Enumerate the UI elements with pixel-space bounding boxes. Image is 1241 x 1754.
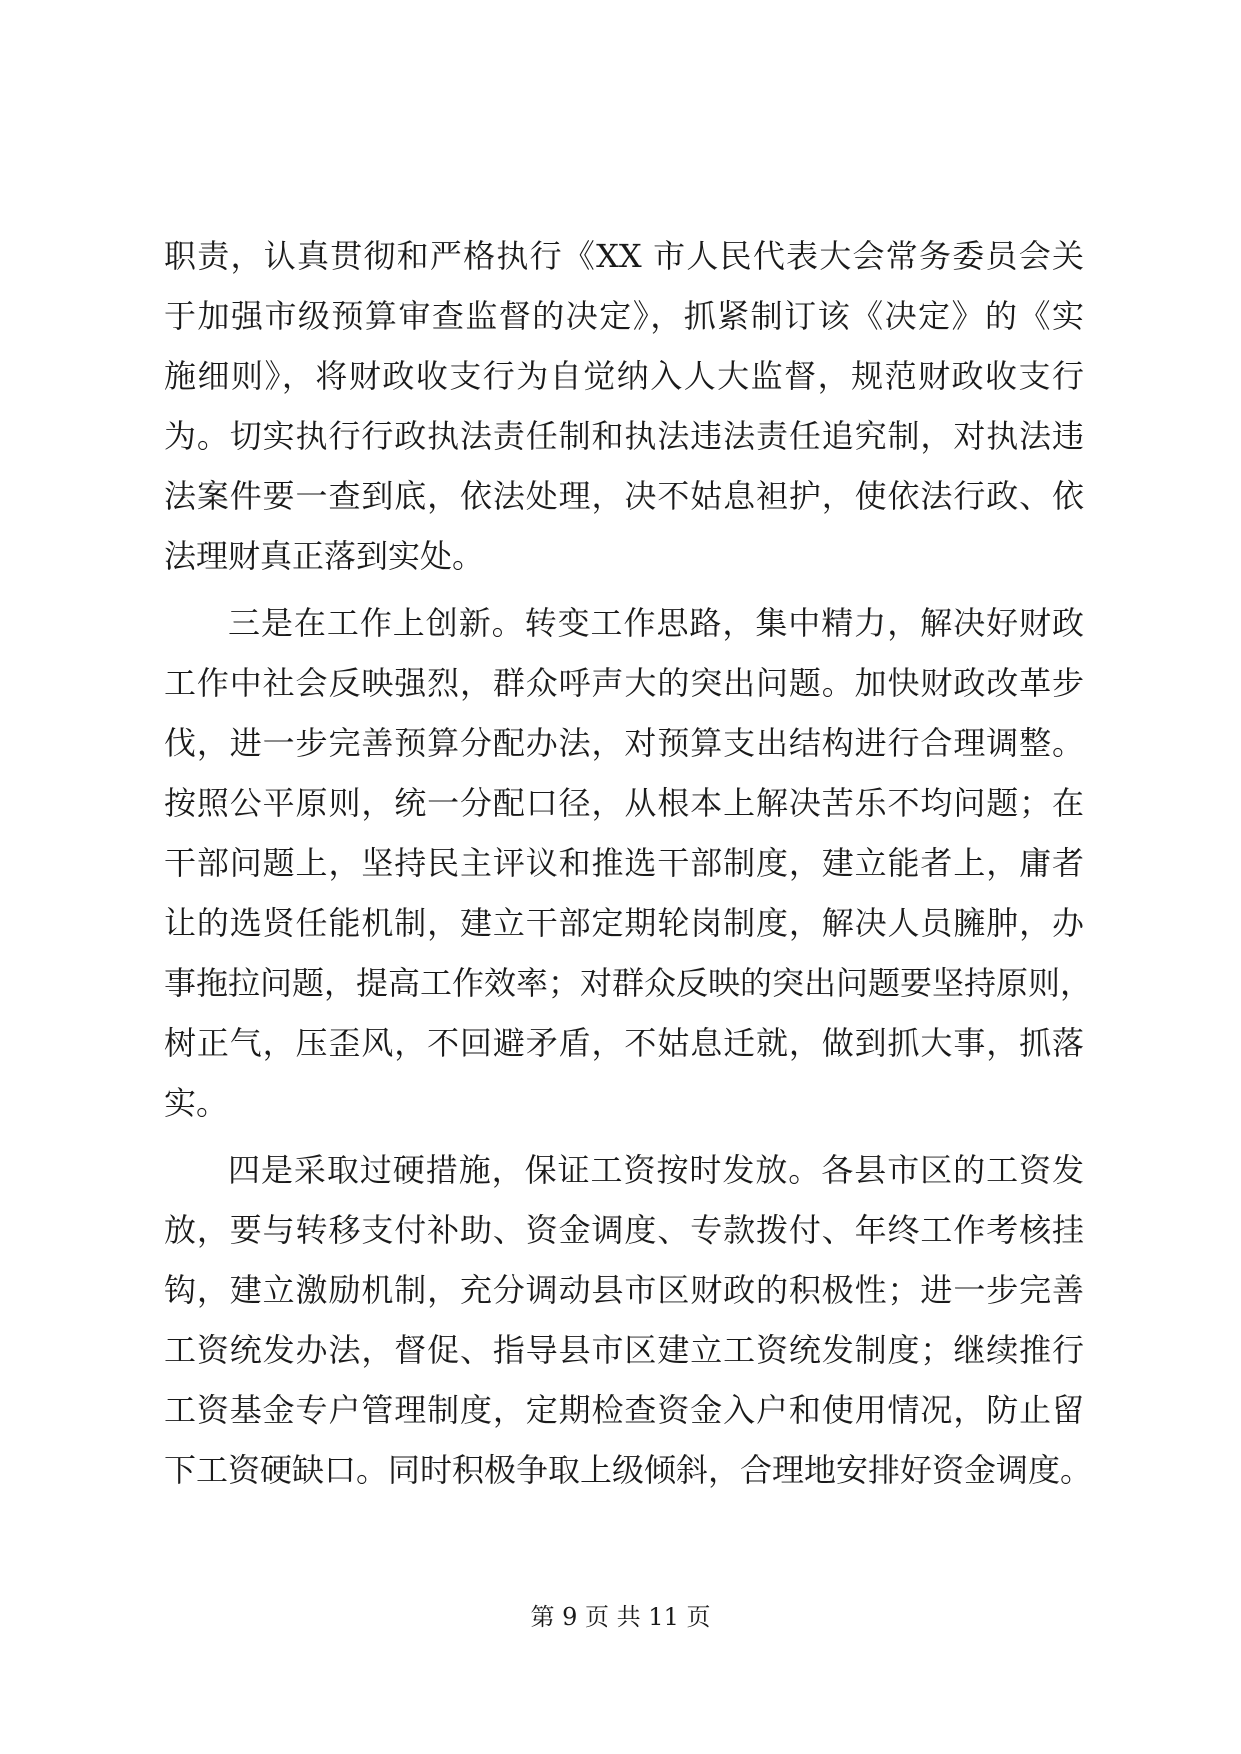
text-line: 下工资硬缺口。同时积极争取上级倾斜，合理地安排好资金调度。 — [164, 1451, 1093, 1489]
body-text — [164, 226, 1093, 1500]
text-line: 法案件要一查到底，依法处理，决不姑息袒护，使依法行政、依 — [164, 477, 1084, 515]
text-line: 职责，认真贯彻和严格执行《XX 市人民代表大会常务委员会关 — [164, 237, 1084, 275]
page-number-footer: 第 9 页 共 11 页 — [530, 1603, 711, 1631]
text-line: 按照公平原则，统一分配口径，从根本上解决苦乐不均问题；在 — [164, 784, 1084, 822]
text-line: 于加强市级预算审查监督的决定》，抓紧制订该《决定》的《实 — [164, 297, 1084, 335]
text-line: 三是在工作上创新。转变工作思路，集中精力，解决好财政 — [228, 604, 1084, 642]
text-line: 工资统发办法，督促、指导县市区建立工资统发制度；继续推行 — [164, 1331, 1084, 1369]
text-line: 钩，建立激励机制，充分调动县市区财政的积极性；进一步完善 — [164, 1271, 1084, 1309]
text-line: 工资基金专户管理制度，定期检查资金入户和使用情况，防止留 — [164, 1391, 1084, 1429]
text-line: 工作中社会反映强烈，群众呼声大的突出问题。加快财政改革步 — [164, 664, 1084, 702]
paragraph-1 — [164, 226, 1084, 586]
text-line: 实。 — [164, 1084, 229, 1122]
text-line: 伐，进一步完善预算分配办法，对预算支出结构进行合理调整。 — [164, 724, 1084, 762]
text-line: 树正气，压歪风，不回避矛盾，不姑息迁就，做到抓大事，抓落 — [164, 1024, 1084, 1062]
text-line: 干部问题上，坚持民主评议和推选干部制度，建立能者上，庸者 — [164, 844, 1084, 882]
text-line: 四是采取过硬措施，保证工资按时发放。各县市区的工资发 — [228, 1151, 1084, 1189]
paragraph-2 — [164, 593, 1093, 1133]
text-line: 为。切实执行行政执法责任制和执法违法责任追究制，对执法违 — [164, 417, 1084, 455]
text-line: 法理财真正落到实处。 — [164, 537, 485, 575]
text-line: 施细则》，将财政收支行为自觉纳入人大监督，规范财政收支行 — [164, 357, 1084, 395]
text-line: 事拖拉问题，提高工作效率；对群众反映的突出问题要坚持原则， — [164, 964, 1093, 1002]
text-line: 让的选贤任能机制，建立干部定期轮岗制度，解决人员臃肿，办 — [164, 904, 1084, 942]
text-line: 放，要与转移支付补助、资金调度、专款拨付、年终工作考核挂 — [164, 1211, 1084, 1249]
paragraph-3 — [164, 1140, 1093, 1500]
